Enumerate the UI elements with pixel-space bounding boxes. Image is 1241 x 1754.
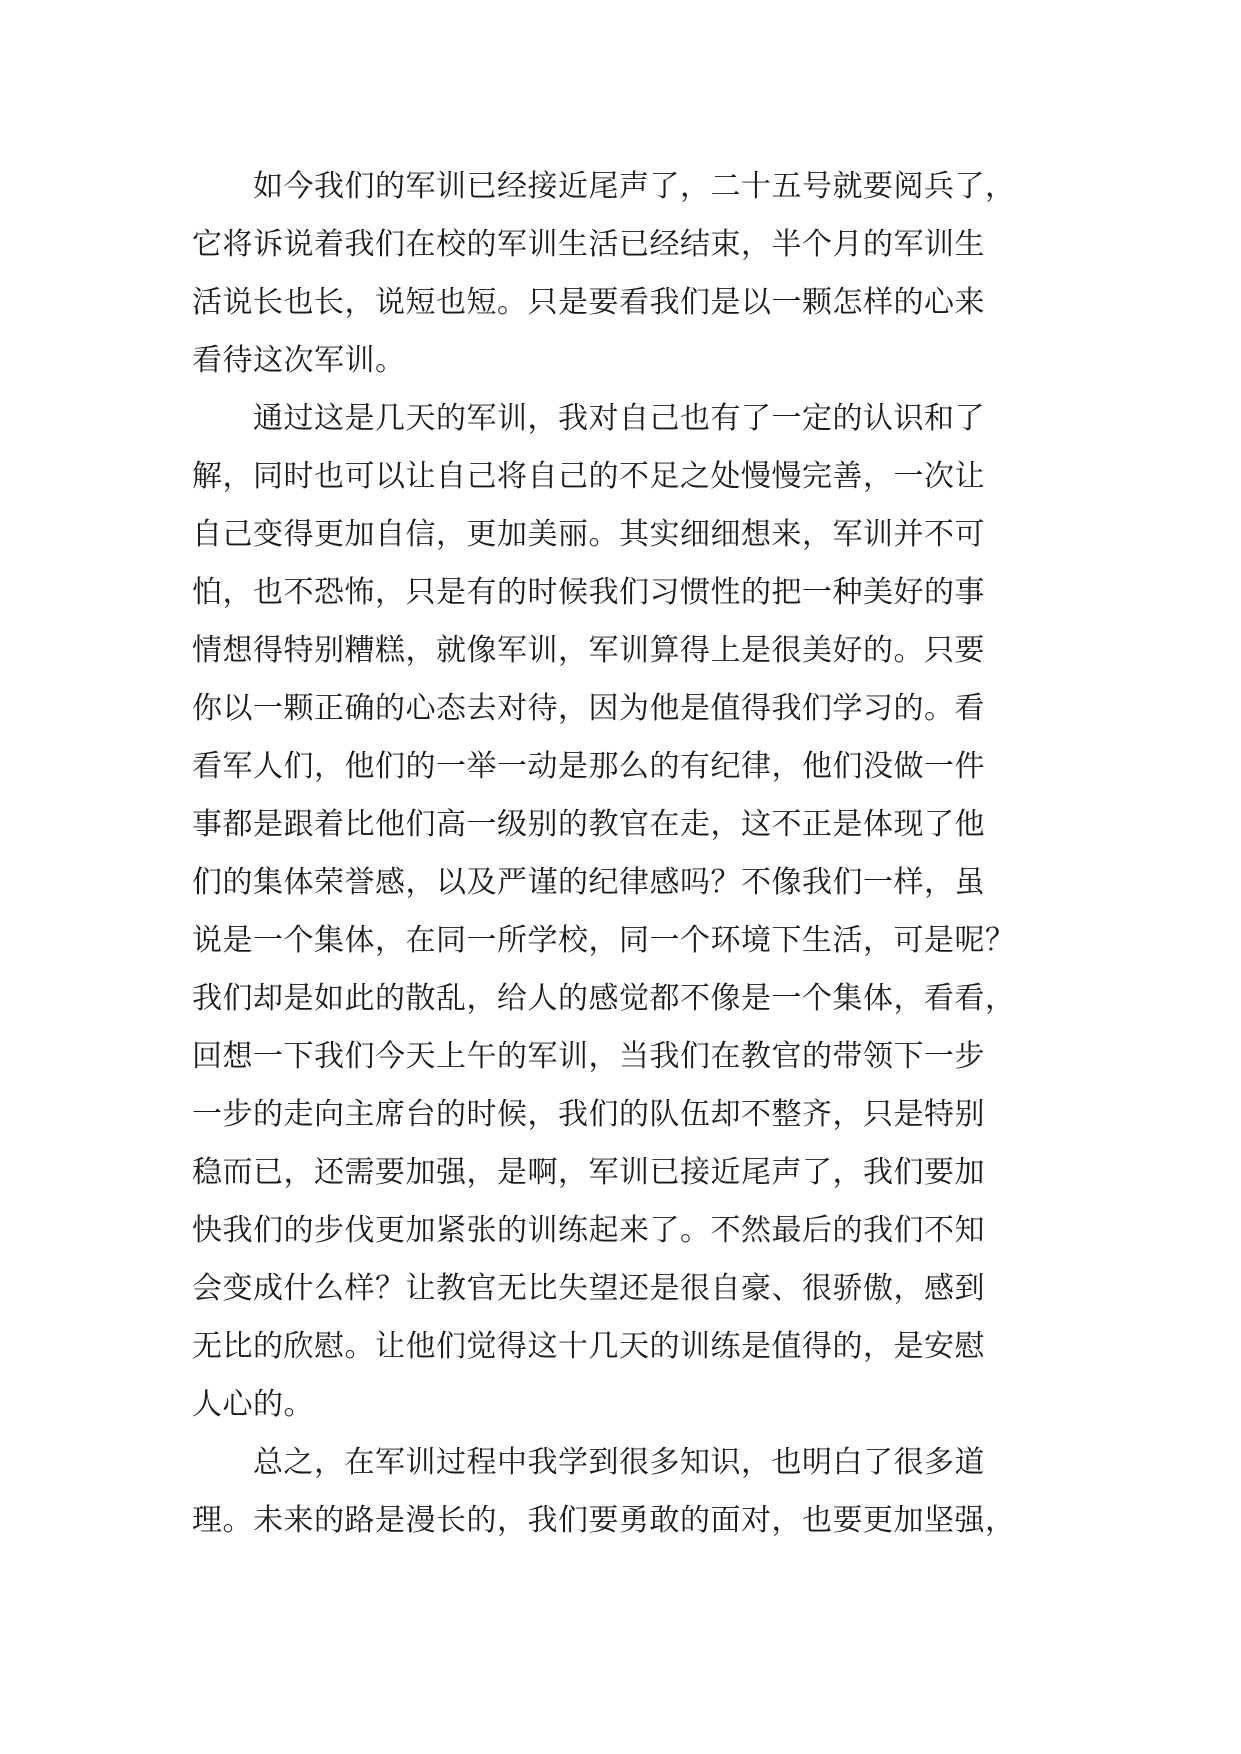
text-line: 总之，在军训过程中我学到很多知识，也明白了很多道 [192, 1445, 985, 1480]
text-line: 无比的欣慰。让他们觉得这十几天的训练是值得的，是安慰 [192, 1329, 985, 1364]
text-line: 看军人们，他们的一举一动是那么的有纪律，他们没做一件 [192, 749, 985, 784]
text-line: 理。未来的路是漫长的，我们要勇敢的面对，也要更加坚强， [192, 1503, 1016, 1538]
text-line: 情想得特别糟糕，就像军训，军训算得上是很美好的。只要 [192, 633, 985, 668]
text-line: 人心的。 [192, 1387, 314, 1422]
text-line: 自己变得更加自信，更加美丽。其实细细想来，军训并不可 [192, 517, 985, 552]
text-line: 快我们的步伐更加紧张的训练起来了。不然最后的我们不知 [192, 1213, 985, 1248]
text-line: 看待这次军训。 [192, 343, 406, 378]
text-line: 解，同时也可以让自己将自己的不足之处慢慢完善，一次让 [192, 459, 985, 494]
text-line: 会变成什么样？让教官无比失望还是很自豪、很骄傲，感到 [192, 1271, 985, 1306]
text-line: 回想一下我们今天上午的军训，当我们在教官的带领下一步 [192, 1039, 985, 1074]
text-line: 如今我们的军训已经接近尾声了，二十五号就要阅兵了， [192, 169, 1016, 204]
text-line: 一步的走向主席台的时候，我们的队伍却不整齐，只是特别 [192, 1097, 985, 1132]
text-line: 们的集体荣誉感，以及严谨的纪律感吗？不像我们一样，虽 [192, 865, 985, 900]
text-line: 我们却是如此的散乱，给人的感觉都不像是一个集体，看看， [192, 981, 1016, 1016]
document-body [192, 158, 1062, 1550]
text-line: 怕，也不恐怖，只是有的时候我们习惯性的把一种美好的事 [192, 575, 985, 610]
text-line: 稳而已，还需要加强，是啊，军训已接近尾声了，我们要加 [192, 1155, 985, 1190]
text-line: 事都是跟着比他们高一级别的教官在走，这不正是体现了他 [192, 807, 985, 842]
text-line: 它将诉说着我们在校的军训生活已经结束，半个月的军训生 [192, 227, 985, 262]
text-line: 你以一颗正确的心态去对待，因为他是值得我们学习的。看 [192, 691, 985, 726]
text-line: 通过这是几天的军训，我对自己也有了一定的认识和了 [192, 401, 985, 436]
text-line: 说是一个集体，在同一所学校，同一个环境下生活，可是呢？ [192, 923, 1016, 958]
text-line: 活说长也长，说短也短。只是要看我们是以一颗怎样的心来 [192, 285, 985, 320]
